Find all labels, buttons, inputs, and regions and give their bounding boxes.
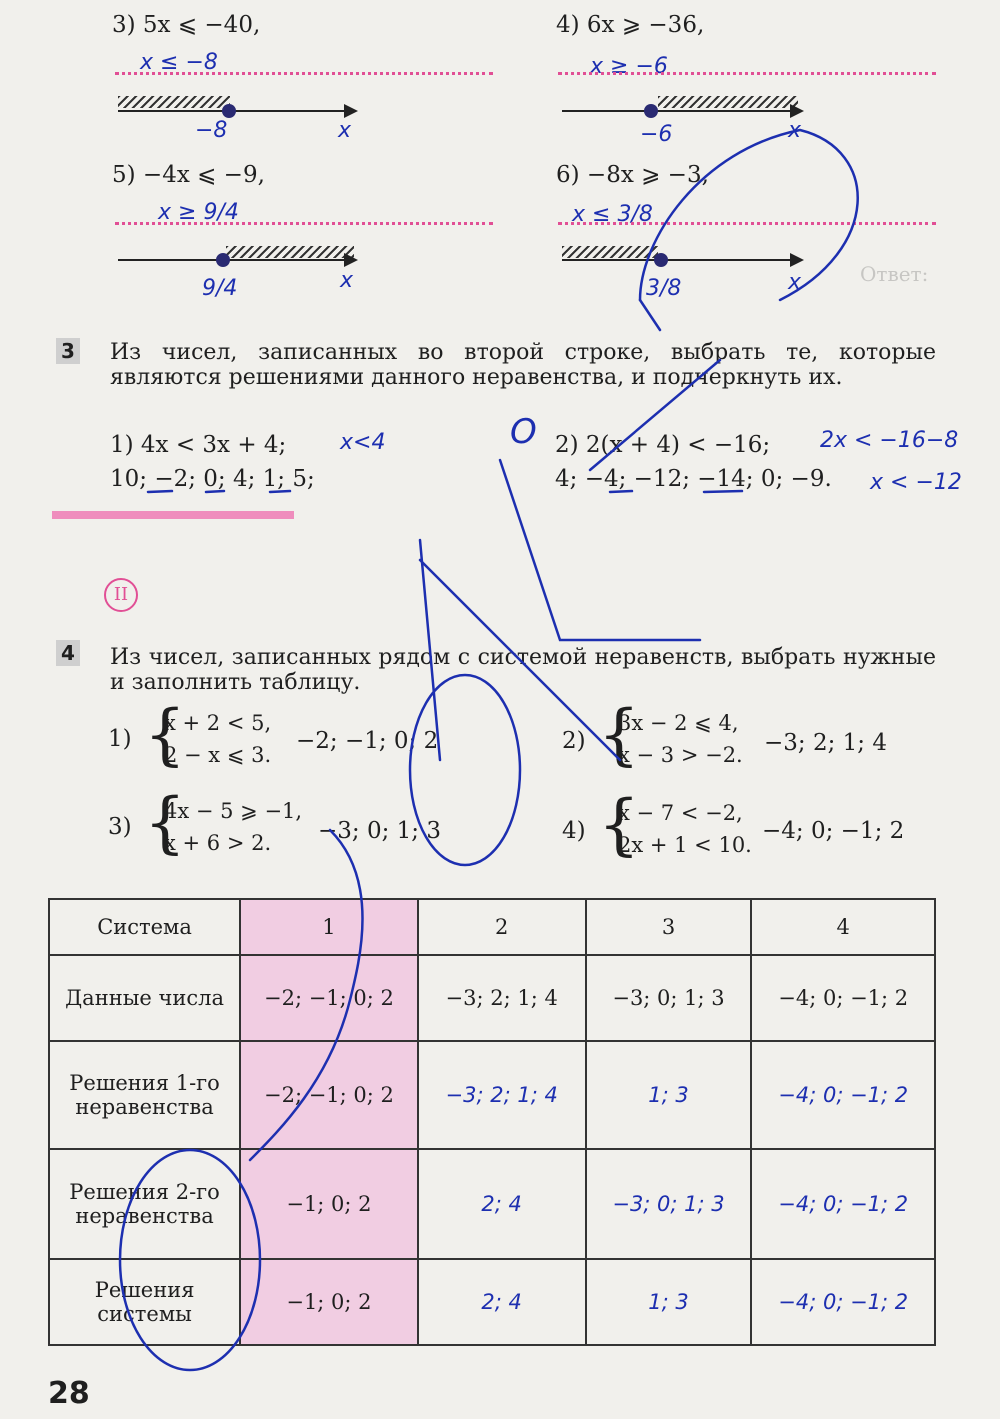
handwritten-cell: −3; 0; 1; 3 [586, 1149, 752, 1259]
task-number-3: 3 [56, 338, 80, 364]
system-4-numbers: −4; 0; −1; 2 [762, 818, 905, 844]
scribble-stroke [500, 460, 700, 640]
system-2-label: 2) [562, 728, 586, 754]
table-cell: −4; 0; −1; 2 [751, 955, 935, 1041]
handwritten-answer-6: x ≤ 3/8 [572, 202, 653, 227]
tick-label: 3/8 [646, 276, 682, 301]
system-4-label: 4) [562, 818, 586, 844]
handwritten-cell: 1; 3 [586, 1041, 752, 1149]
axis-label: x [788, 118, 802, 143]
scribble-stroke [120, 1150, 260, 1370]
table-header-cell: 1 [240, 899, 418, 955]
task-3-text: Из чисел, записанных во второй строке, выбрать те, которые являются решениями данного неравенства, и подчеркнуть их. [110, 340, 936, 390]
scribble-stroke [410, 675, 520, 865]
system-2-line-2: x − 3 > −2. [618, 743, 743, 767]
handwritten-cell: 1; 3 [586, 1259, 752, 1345]
page-number: 28 [48, 1376, 90, 1411]
system-2-line-1: 3x − 2 ⩽ 4, [618, 711, 739, 735]
handwritten-solution: 2x < −16−8 [820, 428, 959, 453]
task-3-part-1-numbers: 10; −2; 0; 4; 1; 5; [110, 466, 315, 492]
handwritten-cell: 2; 4 [418, 1149, 586, 1259]
problem-6-label: 6) −8x ⩾ −3, [556, 162, 709, 188]
underline-mark [148, 491, 172, 492]
table-cell: −2; −1; 0; 2 [240, 955, 418, 1041]
table-header-cell: Система [49, 899, 240, 955]
row-label: Решения 1-го неравенства [49, 1041, 240, 1149]
system-3-numbers: −3; 0; 1; 3 [318, 818, 441, 844]
system-1-label: 1) [108, 726, 132, 752]
scribble-stroke [640, 130, 858, 300]
scribble-stroke [250, 830, 363, 1160]
axis-label: x [338, 118, 352, 143]
row-label: Решения 2-го неравенства [49, 1149, 240, 1259]
table-cell: −1; 0; 2 [240, 1259, 418, 1345]
scribble-stroke [420, 560, 620, 760]
problem-3-label: 3) 5x ⩽ −40, [112, 12, 261, 38]
task-3-part-2-numbers: 4; −4; −12; −14; 0; −9. [555, 466, 832, 492]
handwritten-solution: x < −12 [870, 470, 962, 495]
scribble-stroke [640, 300, 660, 330]
handwritten-mark: O [510, 412, 537, 452]
handwritten-cell: 2; 4 [418, 1259, 586, 1345]
system-3-line-1: 4x − 5 ⩾ −1, [164, 799, 303, 823]
underline-mark [206, 491, 224, 492]
table-header-cell: 3 [586, 899, 752, 955]
table-cell: −3; 0; 1; 3 [586, 955, 752, 1041]
table-cell: −3; 2; 1; 4 [418, 955, 586, 1041]
system-4-line-2: 2x + 1 < 10. [618, 833, 752, 857]
underline-mark [704, 491, 742, 492]
brace: { [144, 784, 186, 861]
table-cell: −1; 0; 2 [240, 1149, 418, 1259]
handwritten-cell: −4; 0; −1; 2 [751, 1259, 935, 1345]
system-2-numbers: −3; 2; 1; 4 [764, 730, 887, 756]
problem-4-label: 4) 6x ⩾ −36, [556, 12, 705, 38]
axis-label: x [788, 270, 802, 295]
brace: { [598, 786, 640, 863]
brace: { [598, 696, 640, 773]
system-1-line-1: x + 2 < 5, [164, 711, 272, 735]
scribble-stroke [590, 360, 720, 470]
handwritten-answer-3: x ≤ −8 [140, 50, 218, 75]
table-header-cell: 4 [751, 899, 935, 955]
underline-mark [270, 491, 290, 492]
system-1-numbers: −2; −1; 0; 2 [296, 728, 439, 754]
row-label: Данные числа [49, 955, 240, 1041]
tick-label: −8 [195, 118, 228, 143]
handwritten-answer-4: x ≥ −6 [590, 54, 668, 79]
underline-mark [610, 491, 632, 492]
bleed-through-text: Ответ: [860, 262, 929, 286]
task-3-part-1-inequality: 1) 4x < 3x + 4; [110, 432, 287, 458]
task-3-part-2-inequality: 2) 2(x + 4) < −16; [555, 432, 771, 458]
handwritten-cell: −3; 2; 1; 4 [418, 1041, 586, 1149]
brace: { [144, 696, 186, 773]
handwritten-answer-5: x ≥ 9/4 [158, 200, 239, 225]
tick-label: −6 [640, 122, 673, 147]
table-header-cell: 2 [418, 899, 586, 955]
scribble-stroke [420, 540, 440, 760]
system-3-line-2: x + 6 > 2. [164, 831, 272, 855]
system-3-label: 3) [108, 814, 132, 840]
problem-5-label: 5) −4x ⩽ −9, [112, 162, 265, 188]
handwritten-solution: x<4 [340, 430, 386, 455]
system-1-line-2: 2 − x ⩽ 3. [164, 743, 272, 767]
system-4-line-1: x − 7 < −2, [618, 801, 743, 825]
axis-label: x [340, 268, 354, 293]
handwritten-cell: −4; 0; −1; 2 [751, 1041, 935, 1149]
row-label: Решения системы [49, 1259, 240, 1345]
handwritten-cell: −4; 0; −1; 2 [751, 1149, 935, 1259]
tick-label: 9/4 [202, 276, 238, 301]
section-mark: II [104, 578, 138, 612]
task-4-text: Из чисел, записанных рядом с системой неравенств, выбрать нужные и заполнить таблицу. [110, 645, 936, 695]
table-cell: −2; −1; 0; 2 [240, 1041, 418, 1149]
task-number-4: 4 [56, 640, 80, 666]
